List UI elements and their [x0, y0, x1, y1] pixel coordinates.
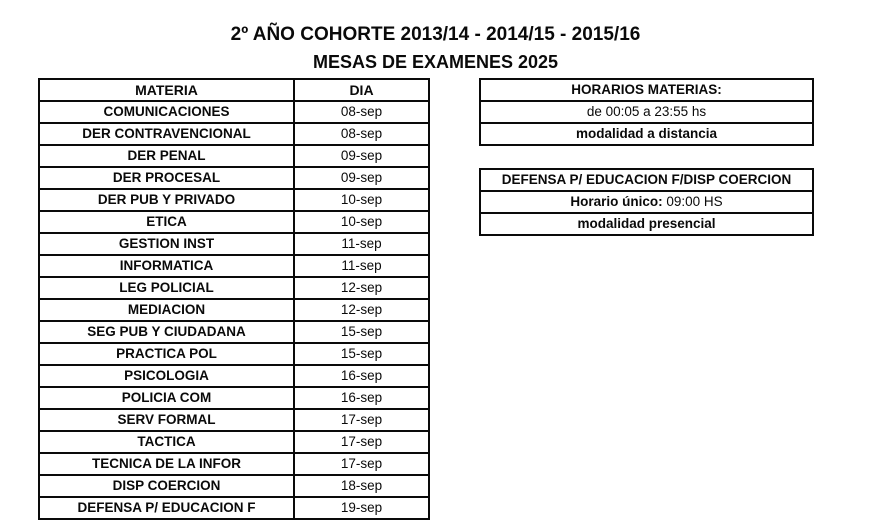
exam-table-body	[39, 101, 429, 519]
table-row	[39, 431, 429, 453]
horarios-materias-box	[479, 78, 814, 146]
dia-cell: 09-sep	[294, 145, 429, 167]
table-row	[39, 497, 429, 519]
defensa-schedule-row	[480, 191, 813, 213]
materia-cell: LEG POLICIAL	[39, 277, 294, 299]
dia-cell: 17-sep	[294, 409, 429, 431]
materia-cell: SEG PUB Y CIUDADANA	[39, 321, 294, 343]
exam-schedule-table	[38, 78, 430, 520]
dia-cell: 16-sep	[294, 365, 429, 387]
materia-cell: SERV FORMAL	[39, 409, 294, 431]
table-row	[39, 365, 429, 387]
table-row	[39, 145, 429, 167]
horarios-modality: modalidad a distancia	[480, 123, 813, 145]
defensa-coercion-box	[479, 168, 814, 236]
materia-cell: GESTION INST	[39, 233, 294, 255]
dia-cell: 17-sep	[294, 453, 429, 475]
dia-cell: 15-sep	[294, 343, 429, 365]
materia-cell: DER PENAL	[39, 145, 294, 167]
table-row	[39, 277, 429, 299]
column-header-dia: DIA	[294, 79, 429, 101]
exam-table-header	[39, 79, 429, 101]
table-row	[39, 475, 429, 497]
materia-cell: PSICOLOGIA	[39, 365, 294, 387]
horarios-schedule-row	[480, 101, 813, 123]
dia-cell: 12-sep	[294, 299, 429, 321]
defensa-title-row	[480, 169, 813, 191]
defensa-box-title: DEFENSA P/ EDUCACION F/DISP COERCION	[480, 169, 813, 191]
defensa-schedule-value: 09:00 HS	[662, 194, 723, 210]
dia-cell: 17-sep	[294, 431, 429, 453]
dia-cell: 10-sep	[294, 211, 429, 233]
column-header-materia: MATERIA	[39, 79, 294, 101]
table-row	[39, 321, 429, 343]
dia-cell: 19-sep	[294, 497, 429, 519]
materia-cell: DER CONTRAVENCIONAL	[39, 123, 294, 145]
table-row	[39, 453, 429, 475]
horarios-modality-row	[480, 123, 813, 145]
horarios-title-row	[480, 79, 813, 101]
defensa-schedule-label: Horario único:	[570, 194, 663, 210]
page-subtitle: MESAS DE EXAMENES 2025	[312, 52, 559, 72]
dia-cell: 16-sep	[294, 387, 429, 409]
materia-cell: POLICIA COM	[39, 387, 294, 409]
materia-cell: TECNICA DE LA INFOR	[39, 453, 294, 475]
table-row	[39, 211, 429, 233]
materia-cell: DER PUB Y PRIVADO	[39, 189, 294, 211]
defensa-schedule	[480, 191, 813, 213]
dia-cell: 15-sep	[294, 321, 429, 343]
table-row	[39, 123, 429, 145]
materia-cell: ETICA	[39, 211, 294, 233]
defensa-modality: modalidad presencial	[480, 213, 813, 235]
dia-cell: 12-sep	[294, 277, 429, 299]
defensa-modality-row	[480, 213, 813, 235]
dia-cell: 08-sep	[294, 123, 429, 145]
horarios-box-title: HORARIOS MATERIAS:	[480, 79, 813, 101]
table-row	[39, 167, 429, 189]
dia-cell: 10-sep	[294, 189, 429, 211]
table-row	[39, 387, 429, 409]
table-row	[39, 343, 429, 365]
document-header	[0, 21, 871, 75]
table-row	[39, 101, 429, 123]
horarios-schedule: de 00:05 a 23:55 hs	[480, 101, 813, 123]
materia-cell: PRACTICA POL	[39, 343, 294, 365]
header-row	[39, 79, 429, 101]
dia-cell: 18-sep	[294, 475, 429, 497]
table-row	[39, 189, 429, 211]
materia-cell: DER PROCESAL	[39, 167, 294, 189]
dia-cell: 09-sep	[294, 167, 429, 189]
page-title: 2º AÑO COHORTE 2013/14 - 2014/15 - 2015/16	[230, 24, 641, 45]
materia-cell: MEDIACION	[39, 299, 294, 321]
table-row	[39, 233, 429, 255]
materia-cell: DISP COERCION	[39, 475, 294, 497]
table-row	[39, 299, 429, 321]
materia-cell: TACTICA	[39, 431, 294, 453]
materia-cell: INFORMATICA	[39, 255, 294, 277]
dia-cell: 11-sep	[294, 255, 429, 277]
dia-cell: 11-sep	[294, 233, 429, 255]
materia-cell: DEFENSA P/ EDUCACION F	[39, 497, 294, 519]
dia-cell: 08-sep	[294, 101, 429, 123]
table-row	[39, 409, 429, 431]
materia-cell: COMUNICACIONES	[39, 101, 294, 123]
table-row	[39, 255, 429, 277]
